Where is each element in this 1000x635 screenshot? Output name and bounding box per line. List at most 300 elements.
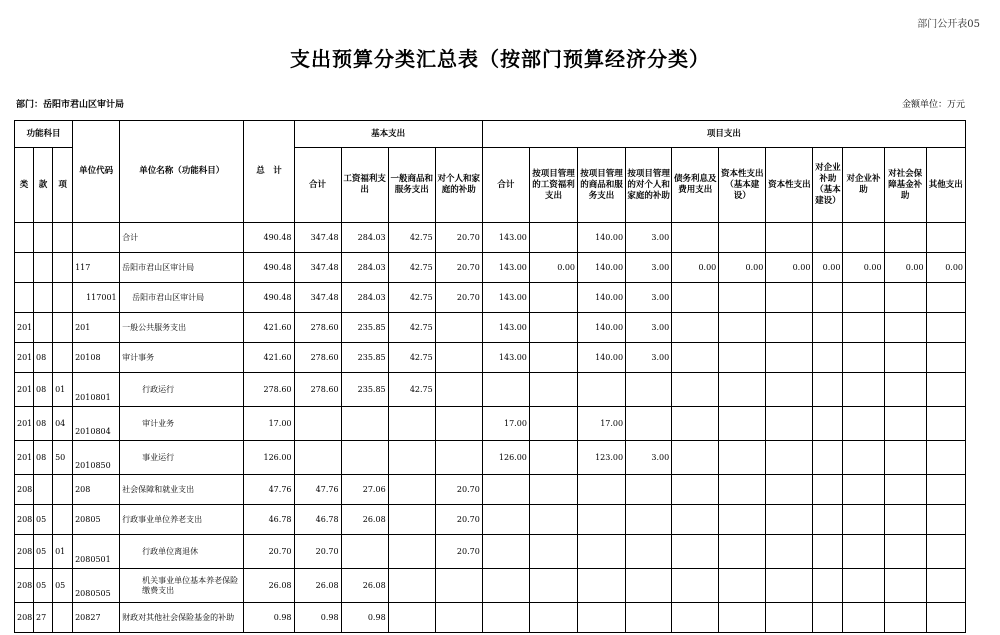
kuan-cell xyxy=(34,283,53,313)
amount-cell: 0.98 xyxy=(341,603,388,633)
amount-cell xyxy=(766,441,813,475)
amount-cell xyxy=(482,373,529,407)
project-col-header: 资本性支出（基本建设） xyxy=(719,148,766,223)
xiang-cell xyxy=(53,223,73,253)
amount-cell: 0.98 xyxy=(244,603,294,633)
table-row xyxy=(15,505,966,535)
amount-cell xyxy=(884,343,926,373)
amount-cell: 278.60 xyxy=(294,373,341,407)
amount-cell xyxy=(926,343,965,373)
amount-cell xyxy=(719,283,766,313)
xiang-cell: 05 xyxy=(53,569,73,603)
amount-cell xyxy=(388,535,435,569)
unit-code-cell xyxy=(73,223,120,253)
amount-cell: 140.00 xyxy=(578,223,626,253)
amount-cell: 278.60 xyxy=(294,313,341,343)
unit-name-cell: 事业运行 xyxy=(120,441,244,475)
amount-cell xyxy=(766,505,813,535)
lei-cell: 208 xyxy=(15,535,34,569)
unit-name-cell: 合计 xyxy=(120,223,244,253)
amount-cell xyxy=(719,505,766,535)
amount-cell xyxy=(766,343,813,373)
page-title: 支出预算分类汇总表（按部门预算经济分类） xyxy=(290,47,710,71)
amount-cell xyxy=(672,441,719,475)
table-body xyxy=(15,223,966,633)
budget-summary-table xyxy=(14,120,966,633)
amount-cell: 0.00 xyxy=(843,253,884,283)
amount-cell xyxy=(884,283,926,313)
amount-cell xyxy=(926,441,965,475)
amount-cell xyxy=(672,313,719,343)
amount-cell xyxy=(578,373,626,407)
amount-cell: 17.00 xyxy=(244,407,294,441)
amount-cell xyxy=(578,475,626,505)
amount-cell xyxy=(529,441,577,475)
project-col-header: 对企业补助（基本建设） xyxy=(813,148,843,223)
department-label: 部门：岳阳市君山区审计局 xyxy=(16,100,125,110)
amount-cell: 143.00 xyxy=(482,253,529,283)
kuan-cell: 08 xyxy=(34,373,53,407)
amount-cell xyxy=(672,603,719,633)
unit-name-cell: 财政对其他社会保险基金的补助 xyxy=(120,603,244,633)
amount-cell xyxy=(813,223,843,253)
xiang-cell xyxy=(53,253,73,283)
amount-cell xyxy=(813,505,843,535)
unit-code-cell: 2010850 xyxy=(73,441,120,475)
kuan-cell: 27 xyxy=(34,603,53,633)
amount-cell xyxy=(672,283,719,313)
amount-cell: 235.85 xyxy=(341,313,388,343)
kuan-cell xyxy=(34,223,53,253)
amount-cell: 3.00 xyxy=(626,313,672,343)
amount-cell xyxy=(843,505,884,535)
amount-cell xyxy=(294,441,341,475)
amount-cell xyxy=(719,603,766,633)
unit-code-cell: 20805 xyxy=(73,505,120,535)
amount-cell: 26.08 xyxy=(294,569,341,603)
amount-cell: 42.75 xyxy=(388,313,435,343)
amount-cell xyxy=(388,407,435,441)
amount-cell xyxy=(626,373,672,407)
table-row xyxy=(15,313,966,343)
project-col-header: 按项目管理的工资福利支出 xyxy=(529,148,577,223)
kuan-cell xyxy=(34,313,53,343)
amount-cell: 490.48 xyxy=(244,223,294,253)
lei-cell xyxy=(15,223,34,253)
amount-cell xyxy=(626,505,672,535)
xiang-cell: 01 xyxy=(53,535,73,569)
total-header: 总 计 xyxy=(244,121,294,223)
table-row xyxy=(15,441,966,475)
amount-cell xyxy=(529,283,577,313)
basic-col-header: 合计 xyxy=(294,148,341,223)
xiang-cell xyxy=(53,475,73,505)
project-col-header: 按项目管理的对个人和家庭的补助 xyxy=(626,148,672,223)
kuan-cell: 05 xyxy=(34,569,53,603)
table-row xyxy=(15,223,966,253)
amount-cell xyxy=(843,535,884,569)
amount-cell: 20.70 xyxy=(435,223,482,253)
amount-cell xyxy=(719,407,766,441)
amount-cell xyxy=(926,373,965,407)
amount-cell xyxy=(813,343,843,373)
amount-cell: 0.00 xyxy=(529,253,577,283)
amount-cell: 421.60 xyxy=(244,313,294,343)
amount-cell xyxy=(843,313,884,343)
amount-cell xyxy=(529,569,577,603)
amount-cell: 0.00 xyxy=(672,253,719,283)
amount-cell xyxy=(341,535,388,569)
project-expense-header: 项目支出 xyxy=(482,121,965,148)
amount-cell xyxy=(672,223,719,253)
amount-cell: 278.60 xyxy=(244,373,294,407)
amount-cell: 20.70 xyxy=(244,535,294,569)
table-row xyxy=(15,283,966,313)
amount-cell xyxy=(719,313,766,343)
amount-cell xyxy=(766,475,813,505)
basic-col-header: 一般商品和服务支出 xyxy=(388,148,435,223)
amount-cell: 421.60 xyxy=(244,343,294,373)
form-number: 部门公开表05 xyxy=(917,19,980,30)
amount-cell: 278.60 xyxy=(294,343,341,373)
amount-cell xyxy=(578,603,626,633)
unit-code-cell: 2010804 xyxy=(73,407,120,441)
basic-expense-header: 基本支出 xyxy=(294,121,482,148)
amount-cell xyxy=(482,475,529,505)
amount-cell xyxy=(626,603,672,633)
amount-cell: 0.00 xyxy=(719,253,766,283)
table-row xyxy=(15,569,966,603)
amount-cell: 284.03 xyxy=(341,283,388,313)
amount-cell: 0.00 xyxy=(813,253,843,283)
amount-cell xyxy=(388,603,435,633)
unit-code-cell: 2080501 xyxy=(73,535,120,569)
amount-cell xyxy=(813,283,843,313)
amount-cell xyxy=(341,441,388,475)
table-row xyxy=(15,253,966,283)
lei-cell: 201 xyxy=(15,407,34,441)
amount-cell xyxy=(926,223,965,253)
amount-cell xyxy=(813,407,843,441)
amount-cell xyxy=(482,603,529,633)
amount-cell: 3.00 xyxy=(626,283,672,313)
xiang-cell xyxy=(53,603,73,633)
unit-code-cell: 20108 xyxy=(73,343,120,373)
amount-cell xyxy=(766,313,813,343)
amount-cell: 27.06 xyxy=(341,475,388,505)
table-row xyxy=(15,475,966,505)
amount-cell xyxy=(482,505,529,535)
amount-cell: 3.00 xyxy=(626,253,672,283)
amount-cell xyxy=(529,223,577,253)
amount-cell xyxy=(843,475,884,505)
unit-code-header: 单位代码 xyxy=(73,121,120,223)
amount-cell: 490.48 xyxy=(244,253,294,283)
amount-cell xyxy=(766,603,813,633)
amount-unit-label: 金额单位：万元 xyxy=(901,100,965,110)
amount-cell xyxy=(843,603,884,633)
amount-cell: 20.70 xyxy=(435,535,482,569)
kuan-cell: 05 xyxy=(34,505,53,535)
amount-cell: 347.48 xyxy=(294,283,341,313)
amount-cell: 123.00 xyxy=(578,441,626,475)
amount-cell xyxy=(482,535,529,569)
amount-cell xyxy=(926,535,965,569)
amount-cell xyxy=(843,343,884,373)
amount-cell: 347.48 xyxy=(294,223,341,253)
lei-header: 类 xyxy=(15,148,34,223)
unit-name-cell: 审计业务 xyxy=(120,407,244,441)
amount-cell: 42.75 xyxy=(388,343,435,373)
amount-cell xyxy=(766,535,813,569)
unit-name-cell: 一般公共服务支出 xyxy=(120,313,244,343)
amount-cell xyxy=(578,535,626,569)
lei-cell: 201 xyxy=(15,343,34,373)
unit-name-cell: 岳阳市君山区审计局 xyxy=(120,283,244,313)
amount-cell xyxy=(926,569,965,603)
kuan-cell: 05 xyxy=(34,535,53,569)
amount-cell: 47.76 xyxy=(294,475,341,505)
amount-cell xyxy=(672,535,719,569)
amount-cell xyxy=(529,407,577,441)
lei-cell: 208 xyxy=(15,603,34,633)
amount-cell xyxy=(926,603,965,633)
xiang-cell: 50 xyxy=(53,441,73,475)
amount-cell xyxy=(719,569,766,603)
xiang-header: 项 xyxy=(53,148,73,223)
amount-cell: 46.78 xyxy=(294,505,341,535)
amount-cell: 0.00 xyxy=(766,253,813,283)
amount-cell xyxy=(926,475,965,505)
lei-cell: 208 xyxy=(15,505,34,535)
amount-cell: 20.70 xyxy=(435,283,482,313)
amount-cell: 143.00 xyxy=(482,223,529,253)
amount-cell: 20.70 xyxy=(435,505,482,535)
amount-cell xyxy=(626,569,672,603)
project-col-header: 按项目管理的商品和服务支出 xyxy=(578,148,626,223)
amount-cell xyxy=(884,407,926,441)
amount-cell xyxy=(672,373,719,407)
kuan-cell xyxy=(34,475,53,505)
amount-cell xyxy=(482,569,529,603)
amount-cell: 26.08 xyxy=(341,569,388,603)
table-row xyxy=(15,343,966,373)
amount-cell xyxy=(719,441,766,475)
amount-cell xyxy=(884,223,926,253)
amount-cell: 47.76 xyxy=(244,475,294,505)
amount-cell xyxy=(529,505,577,535)
amount-cell: 46.78 xyxy=(244,505,294,535)
kuan-cell: 08 xyxy=(34,441,53,475)
amount-cell xyxy=(813,313,843,343)
amount-cell xyxy=(766,373,813,407)
amount-cell xyxy=(884,603,926,633)
amount-cell xyxy=(813,535,843,569)
amount-cell xyxy=(529,475,577,505)
amount-cell: 0.00 xyxy=(884,253,926,283)
amount-cell: 284.03 xyxy=(341,253,388,283)
amount-cell xyxy=(843,407,884,441)
amount-cell xyxy=(884,569,926,603)
amount-cell: 284.03 xyxy=(341,223,388,253)
basic-col-header: 对个人和家庭的补助 xyxy=(435,148,482,223)
amount-cell xyxy=(529,603,577,633)
unit-code-cell: 201 xyxy=(73,313,120,343)
amount-cell: 140.00 xyxy=(578,343,626,373)
amount-cell xyxy=(626,475,672,505)
basic-col-header: 工资福利支出 xyxy=(341,148,388,223)
amount-cell xyxy=(719,373,766,407)
amount-cell: 140.00 xyxy=(578,253,626,283)
amount-cell xyxy=(529,535,577,569)
amount-cell xyxy=(435,603,482,633)
lei-cell: 201 xyxy=(15,373,34,407)
unit-name-cell: 岳阳市君山区审计局 xyxy=(120,253,244,283)
unit-name-header: 单位名称（功能科目） xyxy=(120,121,244,223)
amount-cell xyxy=(294,407,341,441)
amount-cell xyxy=(813,569,843,603)
xiang-cell xyxy=(53,313,73,343)
amount-cell: 490.48 xyxy=(244,283,294,313)
amount-cell xyxy=(843,223,884,253)
amount-cell xyxy=(884,535,926,569)
amount-cell: 126.00 xyxy=(244,441,294,475)
amount-cell: 42.75 xyxy=(388,373,435,407)
kuan-cell xyxy=(34,253,53,283)
amount-cell xyxy=(884,475,926,505)
amount-cell xyxy=(884,505,926,535)
amount-cell: 20.70 xyxy=(435,475,482,505)
lei-cell xyxy=(15,253,34,283)
amount-cell xyxy=(843,569,884,603)
unit-name-cell: 社会保障和就业支出 xyxy=(120,475,244,505)
amount-cell: 3.00 xyxy=(626,441,672,475)
amount-cell: 26.08 xyxy=(341,505,388,535)
amount-cell xyxy=(388,475,435,505)
amount-cell xyxy=(884,373,926,407)
kuan-cell: 08 xyxy=(34,343,53,373)
project-col-header: 其他支出 xyxy=(926,148,965,223)
unit-code-cell: 117001 xyxy=(73,283,120,313)
unit-name-cell: 机关事业单位基本养老保险缴费支出 xyxy=(120,569,244,603)
xiang-cell: 04 xyxy=(53,407,73,441)
amount-cell xyxy=(341,407,388,441)
amount-cell: 143.00 xyxy=(482,283,529,313)
amount-cell xyxy=(766,283,813,313)
amount-cell: 42.75 xyxy=(388,283,435,313)
amount-cell xyxy=(813,441,843,475)
amount-cell: 17.00 xyxy=(578,407,626,441)
table-row xyxy=(15,535,966,569)
project-col-header: 合计 xyxy=(482,148,529,223)
unit-name-cell: 行政事业单位养老支出 xyxy=(120,505,244,535)
table-row xyxy=(15,603,966,633)
xiang-cell xyxy=(53,283,73,313)
amount-cell xyxy=(672,569,719,603)
amount-cell: 0.98 xyxy=(294,603,341,633)
amount-cell xyxy=(578,505,626,535)
amount-cell: 20.70 xyxy=(435,253,482,283)
amount-cell: 42.75 xyxy=(388,253,435,283)
amount-cell xyxy=(926,313,965,343)
table-row xyxy=(15,373,966,407)
amount-cell xyxy=(719,475,766,505)
project-col-header: 对社会保障基金补助 xyxy=(884,148,926,223)
kuan-cell: 08 xyxy=(34,407,53,441)
amount-cell xyxy=(529,373,577,407)
amount-cell xyxy=(672,505,719,535)
amount-cell xyxy=(926,505,965,535)
amount-cell: 17.00 xyxy=(482,407,529,441)
amount-cell xyxy=(766,407,813,441)
lei-cell: 208 xyxy=(15,475,34,505)
amount-cell xyxy=(672,407,719,441)
unit-code-cell: 20827 xyxy=(73,603,120,633)
kuan-header: 款 xyxy=(34,148,53,223)
amount-cell xyxy=(626,407,672,441)
xiang-cell: 01 xyxy=(53,373,73,407)
amount-cell: 143.00 xyxy=(482,313,529,343)
amount-cell xyxy=(719,535,766,569)
amount-cell xyxy=(388,505,435,535)
amount-cell xyxy=(926,283,965,313)
amount-cell: 26.08 xyxy=(244,569,294,603)
amount-cell xyxy=(435,313,482,343)
amount-cell xyxy=(843,283,884,313)
amount-cell xyxy=(766,223,813,253)
project-col-header: 债务利息及费用支出 xyxy=(672,148,719,223)
amount-cell: 143.00 xyxy=(482,343,529,373)
amount-cell: 20.70 xyxy=(294,535,341,569)
project-col-header: 对企业补助 xyxy=(843,148,884,223)
amount-cell xyxy=(843,373,884,407)
lei-cell: 208 xyxy=(15,569,34,603)
amount-cell xyxy=(435,343,482,373)
amount-cell xyxy=(388,569,435,603)
amount-cell: 235.85 xyxy=(341,373,388,407)
unit-name-cell: 行政单位离退休 xyxy=(120,535,244,569)
func-subject-header: 功能科目 xyxy=(15,121,73,148)
amount-cell xyxy=(884,441,926,475)
amount-cell: 42.75 xyxy=(388,223,435,253)
unit-name-cell: 审计事务 xyxy=(120,343,244,373)
amount-cell xyxy=(766,569,813,603)
amount-cell xyxy=(626,535,672,569)
lei-cell: 201 xyxy=(15,441,34,475)
amount-cell: 140.00 xyxy=(578,313,626,343)
amount-cell xyxy=(813,373,843,407)
unit-code-cell: 2010801 xyxy=(73,373,120,407)
amount-cell xyxy=(672,343,719,373)
xiang-cell xyxy=(53,343,73,373)
amount-cell: 347.48 xyxy=(294,253,341,283)
unit-code-cell: 208 xyxy=(73,475,120,505)
amount-cell xyxy=(926,407,965,441)
project-col-header: 资本性支出 xyxy=(766,148,813,223)
unit-code-cell: 2080505 xyxy=(73,569,120,603)
amount-cell xyxy=(813,475,843,505)
lei-cell xyxy=(15,283,34,313)
amount-cell xyxy=(813,603,843,633)
amount-cell xyxy=(435,373,482,407)
amount-cell: 126.00 xyxy=(482,441,529,475)
unit-code-cell: 117 xyxy=(73,253,120,283)
amount-cell: 235.85 xyxy=(341,343,388,373)
amount-cell: 3.00 xyxy=(626,343,672,373)
amount-cell: 140.00 xyxy=(578,283,626,313)
table-row xyxy=(15,407,966,441)
amount-cell xyxy=(672,475,719,505)
